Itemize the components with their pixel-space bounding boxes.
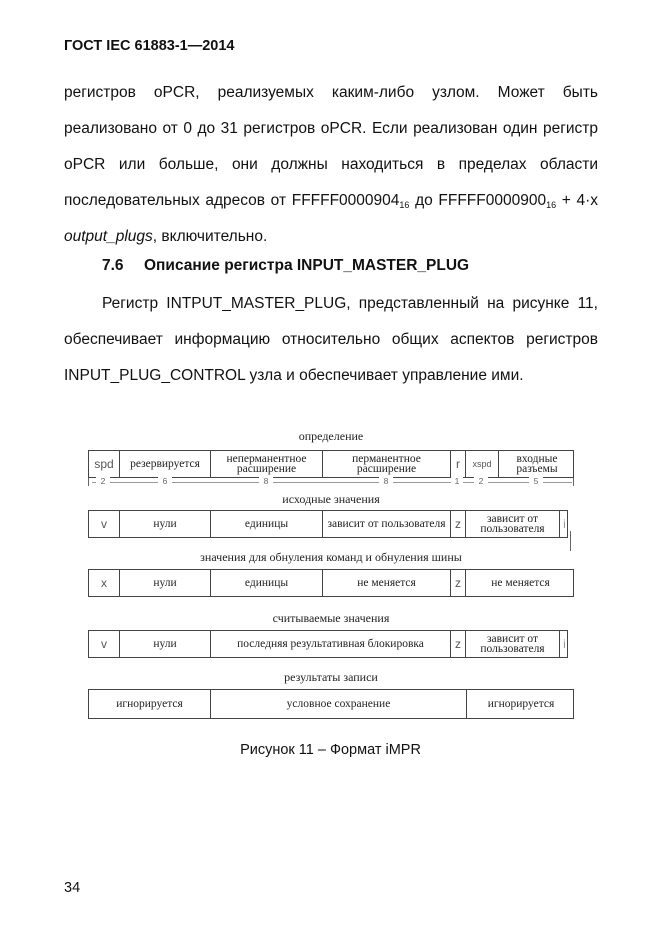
value-conditional-store: условное сохранение: [211, 690, 467, 718]
figure-section-title: считываемые значения: [272, 611, 390, 625]
value-ignored: игнорируется: [487, 698, 555, 710]
value-user-dependent: зависит от пользователя: [466, 631, 560, 657]
field-reserved: резервируется: [120, 451, 211, 477]
value-ones: единицы: [211, 511, 323, 537]
figure-caption: Рисунок 11 – Формат iMPR: [240, 742, 421, 758]
paragraph-line: oPCR или больше, они должны находиться в пределах области: [64, 156, 598, 173]
value-unchanged: не меняется: [323, 570, 451, 596]
bit-width-persistent: 8: [379, 476, 393, 486]
write-results-row: [88, 689, 574, 719]
field-persistent-extension: перманентное расширение: [323, 451, 451, 477]
value-zeros: нули: [120, 511, 211, 537]
address-offset: + 4·x: [556, 192, 599, 209]
value-v: v: [89, 631, 120, 657]
bit-width-r: 1: [451, 476, 463, 486]
paragraph-line: обеспечивает информацию относительно общих аспектов регистров: [64, 331, 598, 348]
figure-section-title: значения для обнуления команд и обнуления шины: [200, 550, 462, 564]
figure-section-title: результаты записи: [284, 670, 378, 684]
field-input-plugs: входные разъемы: [516, 453, 558, 475]
paragraph-line-addresses: [64, 183, 598, 219]
hex-subscript: 16: [399, 200, 410, 210]
value-x: x: [89, 570, 120, 596]
address-end: до FFFFF0000900: [409, 192, 547, 209]
page-number: 34: [64, 880, 81, 896]
bit-width-tick: [573, 478, 574, 486]
paragraph-line: [64, 219, 598, 255]
reset-values-row: [88, 569, 574, 597]
paragraph-impr: [64, 286, 598, 394]
paragraph-line: регистров oPCR, реализуемых каким-либо узлом. Может быть: [64, 84, 598, 101]
paragraph-text: , включительно.: [152, 228, 268, 245]
read-values-row: [88, 630, 568, 658]
bit-width-xspd: 2: [474, 476, 488, 486]
value-zeros: нули: [120, 631, 211, 657]
value-z: z: [451, 631, 466, 657]
figure-section-title: определение: [298, 429, 364, 443]
definition-row: [88, 450, 574, 478]
address-start: последовательных адресов от FFFFF0000904: [64, 192, 400, 209]
bit-width-input-plugs: 5: [529, 476, 543, 486]
continuation-mark: [570, 531, 571, 551]
value-unchanged: не меняется: [491, 577, 550, 589]
value-last-successful-lock: последняя результативная блокировка: [211, 631, 451, 657]
paragraph-line: Регистр INTPUT_MASTER_PLUG, представленный на рисунке 11,: [102, 295, 598, 312]
value-v: v: [89, 511, 120, 537]
value-z: z: [451, 511, 466, 537]
field-nonpersistent-extension: неперманентное расширение: [211, 451, 323, 477]
value-ones: единицы: [211, 570, 323, 596]
bit-width-spd: 2: [96, 476, 110, 486]
value-ignored: игнорируется: [89, 690, 211, 718]
section-title: Описание регистра INPUT_MASTER_PLUG: [144, 257, 470, 274]
field-xspd: xspd: [466, 451, 499, 477]
field-spd: spd: [89, 451, 120, 477]
value-i: i: [563, 517, 566, 531]
field-r: r: [451, 451, 466, 477]
figure-section-title: исходные значения: [282, 492, 380, 506]
paragraph-line: реализовано от 0 до 31 регистров oPCR. Если реализован один регистр: [64, 120, 598, 137]
value-user-dependent: зависит от пользователя: [323, 511, 451, 537]
section-heading: [102, 257, 469, 275]
bit-width-tick: [88, 478, 89, 486]
document-code-header: ГОСТ IEC 61883-1—2014: [64, 38, 235, 54]
value-zeros: нули: [120, 570, 211, 596]
initial-values-row: [88, 510, 568, 538]
paragraph-line: INPUT_PLUG_CONTROL узла и обеспечивает управление ими.: [64, 367, 524, 384]
hex-subscript: 16: [546, 200, 557, 210]
bit-width-reserved: 6: [158, 476, 172, 486]
output-plugs-term: output_plugs: [64, 228, 153, 245]
value-i: i: [563, 637, 566, 651]
value-user-dependent: зависит от пользователя: [466, 511, 560, 537]
value-z: z: [451, 570, 466, 596]
paragraph-opcr: [64, 75, 598, 255]
bit-width-nonpersistent: 8: [259, 476, 273, 486]
section-number: 7.6: [102, 257, 124, 274]
